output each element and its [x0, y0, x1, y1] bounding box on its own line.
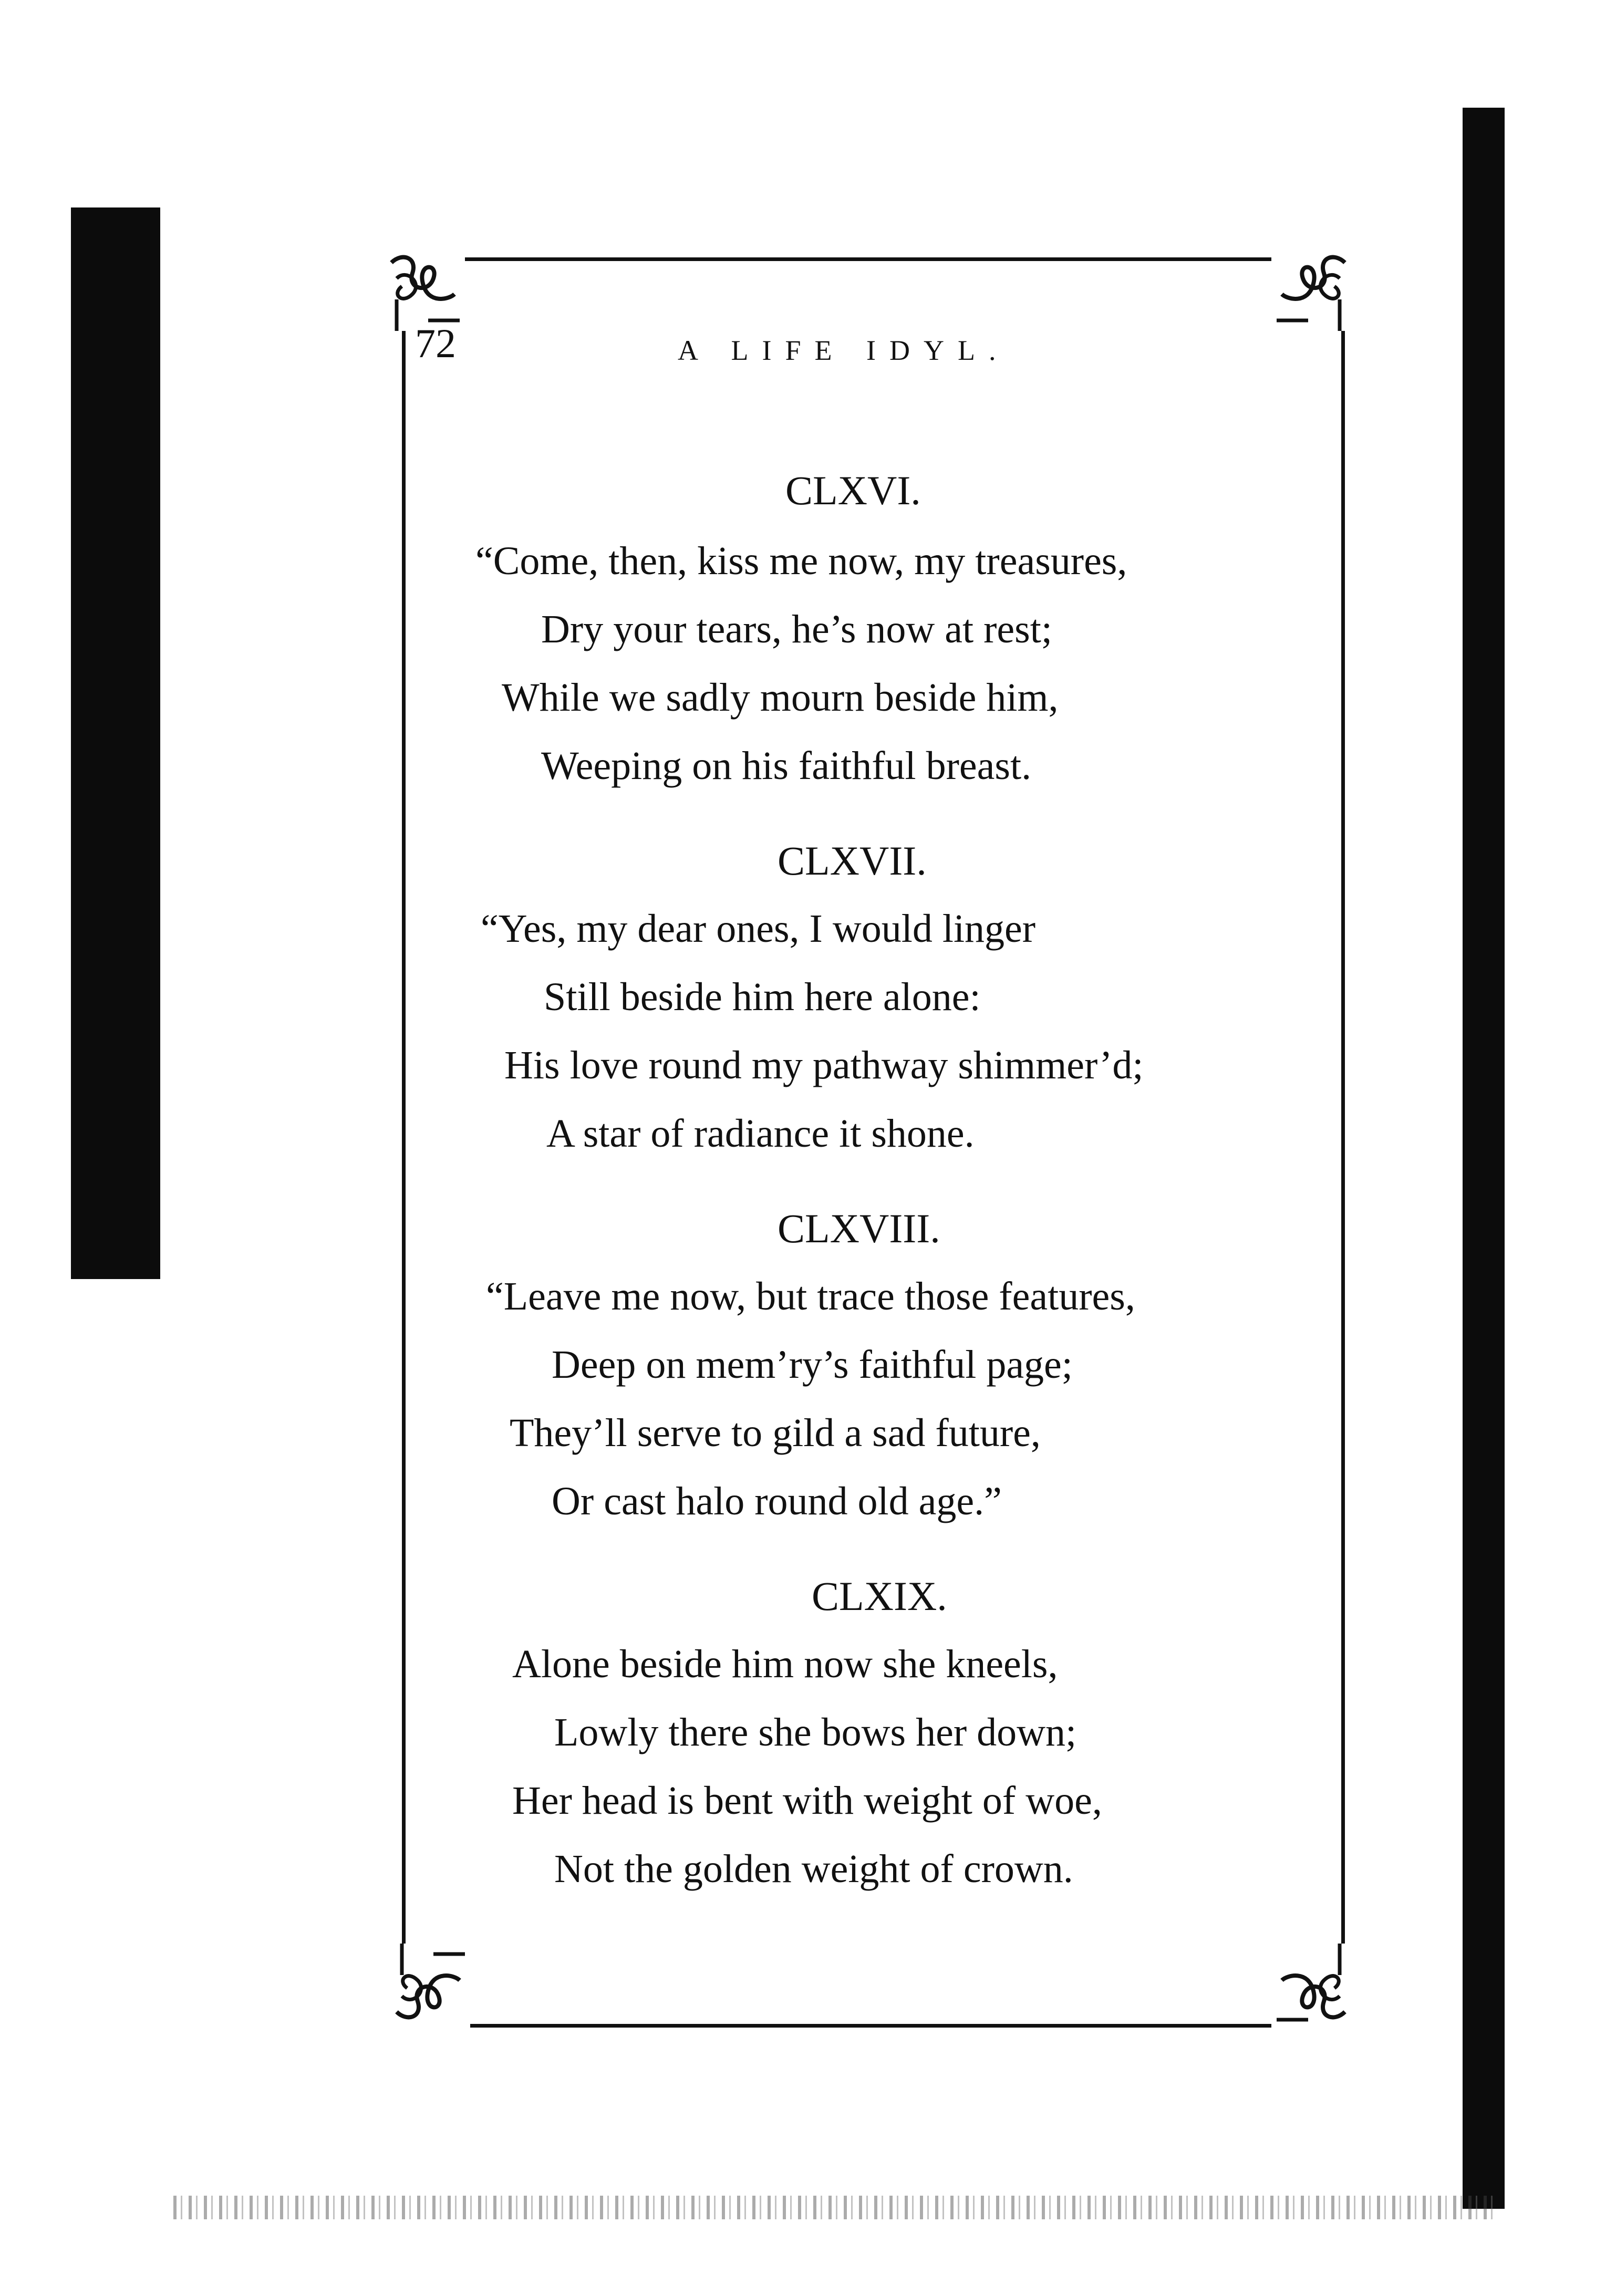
corner-ornament-top-left — [381, 247, 465, 331]
verse-line: They’ll serve to gild a sad future, — [510, 1411, 1041, 1455]
scan-edge-left — [71, 207, 160, 1279]
corner-ornament-bottom-right — [1271, 1944, 1355, 2028]
verse-line: Not the golden weight of crown. — [554, 1847, 1073, 1891]
corner-ornament-top-right — [1271, 247, 1355, 331]
verse-line: Lowly there she bows her down; — [554, 1710, 1077, 1754]
corner-ornament-bottom-left — [386, 1944, 470, 2028]
stanza-heading: CLXVIII. — [778, 1206, 940, 1251]
stanza-heading: CLXIX. — [812, 1573, 947, 1619]
verse-line: “Yes, my dear ones, I would linger — [481, 907, 1036, 951]
verse-line: “Leave me now, but trace those features, — [486, 1274, 1135, 1318]
flourish-icon — [381, 247, 465, 331]
verse-line: A star of radiance it shone. — [546, 1111, 975, 1156]
scan-noise-bottom — [173, 2196, 1497, 2219]
running-head: A LIFE IDYL. — [678, 335, 1010, 366]
verse-line: His love round my pathway shimmer’d; — [504, 1043, 1144, 1087]
page-number: 72 — [415, 320, 456, 366]
flourish-icon — [386, 1944, 470, 2028]
flourish-icon — [1271, 1944, 1355, 2028]
verse-line: Deep on mem’ry’s faithful page; — [552, 1343, 1073, 1387]
verse-line: Still beside him here alone: — [544, 975, 981, 1019]
flourish-icon — [1271, 247, 1355, 331]
verse-line: While we sadly mourn beside him, — [502, 676, 1059, 720]
verse-line: Her head is bent with weight of woe, — [512, 1779, 1102, 1823]
stanza-heading: CLXVI. — [785, 467, 921, 513]
verse-line: Weeping on his faithful breast. — [541, 744, 1032, 788]
verse-line: Alone beside him now she kneels, — [512, 1642, 1058, 1686]
scan-edge-right — [1463, 108, 1505, 2209]
verse-line: “Come, then, kiss me now, my treasures, — [475, 539, 1127, 583]
stanza-heading: CLXVII. — [778, 838, 927, 884]
verse-line: Dry your tears, he’s now at rest; — [541, 607, 1052, 651]
verse-line: Or cast halo round old age.” — [552, 1479, 1002, 1523]
